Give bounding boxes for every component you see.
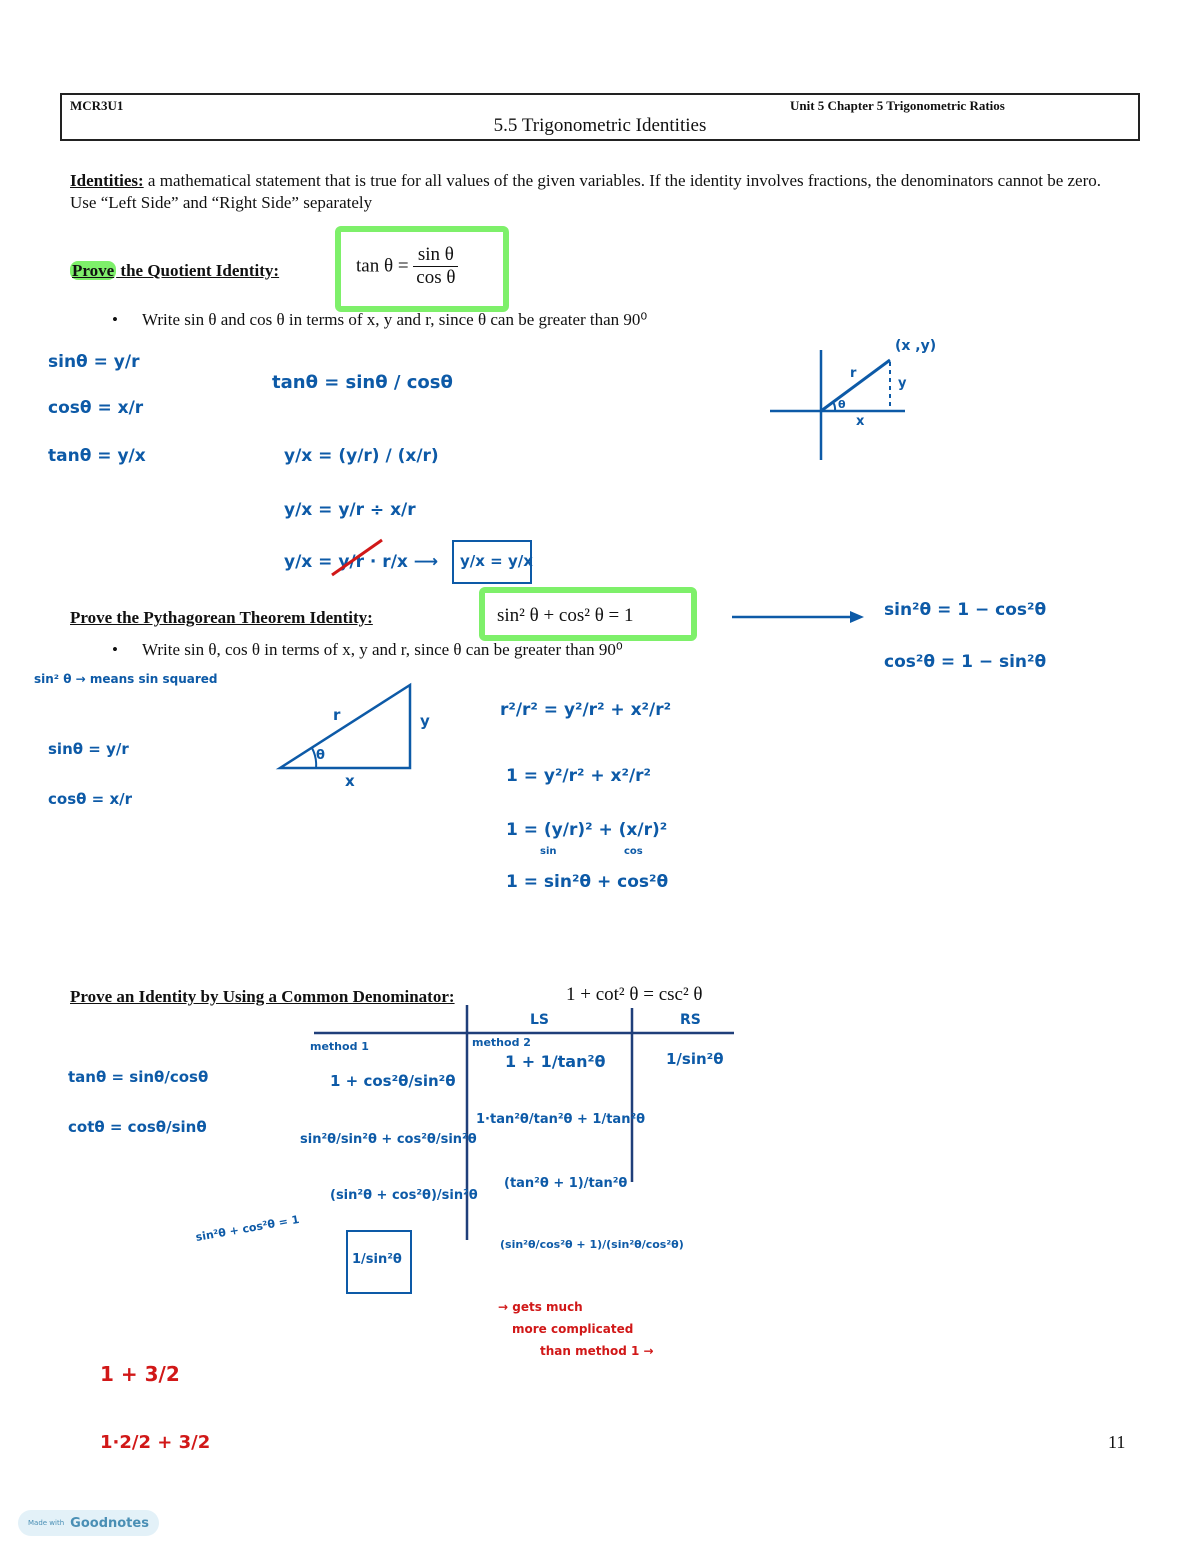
pythag-bullet-dot: • <box>112 640 118 659</box>
table-col-rs: RS <box>680 1012 701 1028</box>
hw-q-step2: y/x = (y/r) / (x/r) <box>284 446 439 466</box>
goodnotes-badge <box>18 1510 159 1536</box>
hw-q-boxed: y/x = y/x <box>460 552 533 570</box>
hw-p-note: sin² θ → means sin squared <box>34 672 218 686</box>
quotient-heading-highlight: Prove <box>72 261 115 280</box>
pythag-identity: sin² θ + cos² θ = 1 <box>497 605 634 626</box>
quotient-identity-den: cos θ <box>416 267 456 288</box>
diagram-angle-arc <box>833 402 835 411</box>
hw-m2-step3: (tan²θ + 1)/tan²θ <box>504 1176 628 1191</box>
pythag-triangle <box>280 685 410 768</box>
diagram-theta-label: θ <box>838 398 846 411</box>
method1-label: method 1 <box>310 1040 369 1053</box>
hw-p-step3-cos: cos <box>624 846 643 857</box>
hw-q-step1: tanθ = sinθ / cosθ <box>272 372 453 393</box>
hw-strike-1 <box>332 540 382 575</box>
tri-y-label: y <box>420 712 430 730</box>
pythag-arrow-head <box>850 611 864 623</box>
badge-brand-text: Goodnotes <box>70 1515 149 1531</box>
red-ex-1: 1 + 3/2 <box>100 1362 180 1386</box>
method2-label: method 2 <box>472 1036 531 1049</box>
diagram-point-label: (x ,y) <box>895 338 937 354</box>
red-note-1: → gets much <box>498 1300 583 1314</box>
hw-c-tan-def: tanθ = sinθ/cosθ <box>68 1068 209 1086</box>
hw-tan-def: tanθ = y/x <box>48 446 146 466</box>
hw-p-step3-sin: sin <box>540 846 557 857</box>
hw-p-sin-def: sinθ = y/r <box>48 740 129 758</box>
hw-cos-def: cosθ = x/r <box>48 398 144 418</box>
course-code: MCR3U1 <box>70 98 124 113</box>
hw-p-step4: 1 = sin²θ + cos²θ <box>506 872 669 892</box>
badge-small-text: Made with <box>28 1519 65 1527</box>
diagram-y-label: y <box>898 376 907 391</box>
page-number: 11 <box>1108 1432 1126 1452</box>
hw-p-cos-def: cosθ = x/r <box>48 790 132 808</box>
red-note-2: more complicated <box>512 1322 634 1336</box>
tri-r-label: r <box>333 706 341 724</box>
hw-rs-step: 1/sin²θ <box>666 1050 724 1068</box>
hw-m1-note: sin²θ + cos²θ = 1 <box>194 1212 301 1245</box>
hw-rearranged-2: cos²θ = 1 − sin²θ <box>884 652 1047 672</box>
hw-p-step3: 1 = (y/r)² + (x/r)² <box>506 820 668 840</box>
quotient-bullet-text: Write sin θ and cos θ in terms of x, y and r, since θ can be greater than 90⁰ <box>142 310 648 329</box>
hw-p-step2: 1 = y²/r² + x²/r² <box>506 766 652 786</box>
hw-rearranged-1: sin²θ = 1 − cos²θ <box>884 600 1047 620</box>
hw-sin-def: sinθ = y/r <box>48 352 140 372</box>
red-note-3: than method 1 → <box>540 1344 654 1358</box>
hw-m1-step2: sin²θ/sin²θ + cos²θ/sin²θ <box>300 1132 477 1147</box>
intro-term: Identities: <box>70 171 144 190</box>
hw-q-step3: y/x = y/r ÷ x/r <box>284 500 416 520</box>
diagram-x-label: x <box>856 414 865 429</box>
pythag-heading: Prove the Pythagorean Theorem Identity: <box>70 608 373 627</box>
unit-label: Unit 5 Chapter 5 Trigonometric Ratios <box>790 98 1005 113</box>
quotient-heading-rest: the Quotient Identity: <box>116 261 280 280</box>
hw-p-step1: r²/r² = y²/r² + x²/r² <box>500 700 672 720</box>
hw-m1-step1: 1 + cos²θ/sin²θ <box>330 1072 456 1090</box>
diagram-r-label: r <box>850 366 857 381</box>
tri-x-label: x <box>345 772 355 790</box>
hw-m1-step3: (sin²θ + cos²θ)/sin²θ <box>330 1188 478 1203</box>
quotient-identity-lhs: tan θ = <box>356 255 409 277</box>
common-denom-heading: Prove an Identity by Using a Common Denominator: <box>70 987 455 1006</box>
common-denom-identity: 1 + cot² θ = csc² θ <box>566 984 703 1005</box>
hw-m2-step4: (sin²θ/cos²θ + 1)/(sin²θ/cos²θ) <box>500 1238 684 1251</box>
pythag-bullet-text: Write sin θ, cos θ in terms of x, y and r, since θ can be greater than 90⁰ <box>142 640 623 659</box>
hw-m2-step2: 1·tan²θ/tan²θ + 1/tan²θ <box>476 1112 646 1127</box>
intro-text: a mathematical statement that is true for all values of the given variables. If the identity involves fractions, the denominators cannot be zero. Use “Left Side” and “Right Side” separately <box>70 171 1102 212</box>
hw-q-step4: y/x = y/r · r/x ⟶ <box>284 552 439 572</box>
hw-c-cot-def: cotθ = cosθ/sinθ <box>68 1118 207 1136</box>
tri-theta-label: θ <box>316 748 325 763</box>
quotient-identity-num: sin θ <box>413 244 458 267</box>
page-title: 5.5 Trigonometric Identities <box>493 115 707 136</box>
hw-m1-boxed: 1/sin²θ <box>352 1252 402 1267</box>
red-ex-2: 1·2/2 + 3/2 <box>100 1432 211 1453</box>
quotient-bullet-dot: • <box>112 310 118 329</box>
table-col-ls: LS <box>530 1012 550 1028</box>
hw-m2-step1: 1 + 1/tan²θ <box>505 1052 606 1071</box>
